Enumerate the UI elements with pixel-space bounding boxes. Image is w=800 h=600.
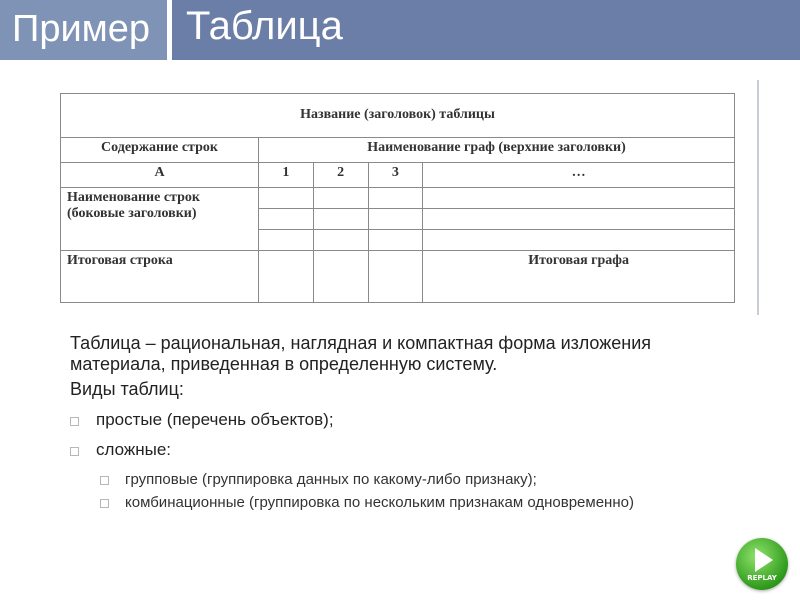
example-tab-label: Пример <box>12 8 151 50</box>
table-cell <box>423 229 735 250</box>
list-item-group: групповые (группировка данных по какому-либо признаку); <box>70 470 750 489</box>
page-title: Таблица <box>186 4 343 48</box>
table-cell <box>368 229 423 250</box>
types-heading: Виды таблиц: <box>70 379 184 399</box>
table-cell <box>368 250 423 302</box>
table-cell <box>313 208 368 229</box>
table-cell <box>368 188 423 209</box>
table-cell <box>313 229 368 250</box>
table-cell <box>259 229 314 250</box>
square-bullet-icon <box>70 417 79 426</box>
table-example-image <box>60 93 735 303</box>
table-cell <box>259 250 314 302</box>
square-bullet-icon <box>100 476 109 485</box>
row-content-header: Содержание строк <box>61 137 259 162</box>
list-item-combo: комбинационные (группировка по нескольким признакам одновременно) <box>70 493 750 512</box>
total-col-cell: Итоговая графа <box>423 250 735 302</box>
table-cell <box>423 188 735 209</box>
divider-line <box>757 80 759 315</box>
definition-text: Таблица – рациональная, наглядная и компактная форма изложения материала, приведенная в определенную систему. <box>70 333 652 374</box>
replay-label: REPLAY <box>747 574 777 582</box>
example-tab <box>0 0 167 60</box>
table-cell <box>423 208 735 229</box>
slide-body <box>70 333 750 512</box>
table-cell <box>368 208 423 229</box>
col-3-cell: 3 <box>368 162 423 187</box>
table-cell <box>313 188 368 209</box>
col-a-cell: А <box>61 162 259 187</box>
table-cell <box>259 188 314 209</box>
replay-button[interactable] <box>736 538 788 590</box>
square-bullet-icon <box>70 447 79 456</box>
col-1-cell: 1 <box>259 162 314 187</box>
col-more-cell: … <box>423 162 735 187</box>
square-bullet-icon <box>100 499 109 508</box>
table-cell <box>259 208 314 229</box>
list-item-simple: простые (перечень объектов); <box>70 410 750 430</box>
total-row-cell: Итоговая строка <box>61 250 259 302</box>
row-names-cell: Наименование строк (боковые заголовки) <box>61 188 259 251</box>
column-names-header: Наименование граф (верхние заголовки) <box>259 137 735 162</box>
col-2-cell: 2 <box>313 162 368 187</box>
play-icon <box>755 548 773 572</box>
table-title-cell: Название (заголовок) таблицы <box>61 94 735 138</box>
title-bar <box>172 0 800 60</box>
list-item-complex: сложные: <box>70 440 750 460</box>
table-cell <box>313 250 368 302</box>
